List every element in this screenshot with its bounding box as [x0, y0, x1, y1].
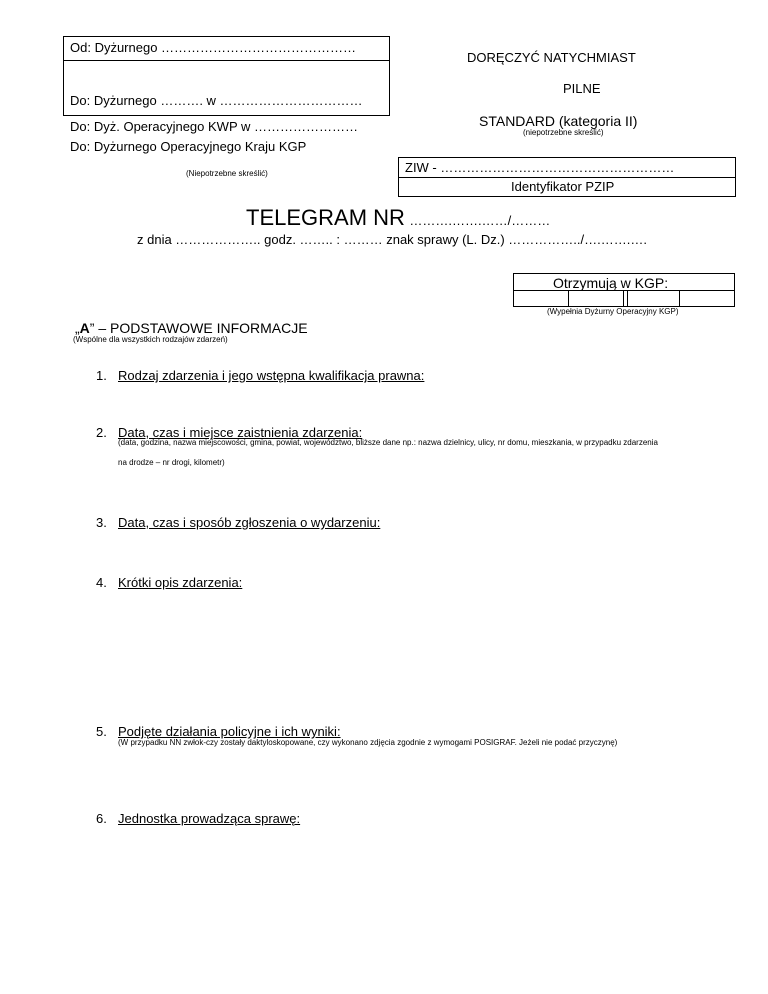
item-2-note-cont: na drodze – nr drogi, kilometr) [118, 458, 225, 467]
item-5-note: (W przypadku NN zwłok-czy zostały daktyloskopowane, czy wykonano zdjęcia zgodnie z wymogami POSIGRAF. Jeżeli nie podać przyczynę) [118, 738, 618, 747]
strike-note-right: (niepotrzebne skreślić) [523, 128, 604, 137]
ziw-divider [398, 177, 736, 178]
sender-divider [63, 60, 390, 61]
item-label: Podjęte działania policyjne i ich wyniki: [118, 724, 341, 739]
from-field[interactable]: Od: Dyżurnego ……………………………………… [70, 40, 357, 55]
section-a-open-quote: „ [75, 320, 80, 336]
item-number: 2. [96, 425, 107, 440]
section-a-heading: ” – PODSTAWOWE INFORMACJE [89, 320, 308, 336]
item-number: 1. [96, 368, 107, 383]
strike-note-left: (Niepotrzebne skreślić) [186, 169, 268, 178]
item-label: Data, czas i sposób zgłoszenia o wydarzeniu: [118, 515, 381, 530]
section-a-title [75, 320, 308, 336]
item-label: Data, czas i miejsce zaistnienia zdarzenia: [118, 425, 363, 440]
telegram-title [246, 205, 550, 231]
item-label: Krótki opis zdarzenia: [118, 575, 243, 590]
ziw-field[interactable]: ZIW - ……………………………………………… [405, 160, 675, 175]
standard-category-label: STANDARD (kategoria II) [479, 113, 638, 129]
urgent-label: PILNE [563, 81, 601, 96]
to-kwp-operations-field[interactable]: Do: Dyż. Operacyjnego KWP w …………………… [70, 119, 358, 134]
pzip-identifier-caption: Identyfikator PZIP [511, 179, 615, 194]
section-a-letter: A [79, 320, 90, 336]
item-1 [96, 368, 424, 383]
kgp-cell-divider-3 [627, 290, 628, 307]
item-4 [96, 575, 242, 590]
item-number: 3. [96, 515, 107, 530]
item-5 [96, 724, 341, 739]
telegram-number-field[interactable]: ……….…….……/……… [409, 213, 551, 228]
item-number: 5. [96, 724, 107, 739]
kgp-cell-divider-1 [568, 290, 569, 307]
to-duty-officer-field[interactable]: Do: Dyżurnego ………. w …………………………… [70, 93, 363, 108]
to-kgp-operations-field[interactable]: Do: Dyżurnego Operacyjnego Kraju KGP [70, 139, 307, 154]
kgp-fill-note: (Wypełnia Dyżurny Operacyjny KGP) [547, 307, 679, 316]
item-label: Rodzaj zdarzenia i jego wstępna kwalifikacja prawna: [118, 368, 425, 383]
section-a-subtitle: (Wspólne dla wszystkich rodzajów zdarzeń) [73, 335, 228, 344]
item-3 [96, 515, 380, 530]
kgp-recipients-label: Otrzymują w KGP: [553, 275, 669, 291]
item-6 [96, 811, 300, 826]
item-number: 4. [96, 575, 107, 590]
item-2-note: (data, godzina, nazwa miejscowości, gmina, powiat, województwo, bliższe dane np.: nazwa dzielnicy, ulicy, nr domu, mieszkania, w przypadku zdarzenia [118, 438, 658, 447]
deliver-immediately-label: DORĘCZYĆ NATYCHMIAST [467, 50, 636, 65]
telegram-title-text: TELEGRAM NR [246, 205, 405, 230]
telegram-date-line[interactable]: z dnia ……………….. godz. …….. : ……… znak sprawy (L. Dz.) ……………../….…….…. [137, 232, 647, 247]
kgp-cell-divider-2 [623, 290, 624, 307]
kgp-cell-divider-4 [679, 290, 680, 307]
item-label: Jednostka prowadząca sprawę: [118, 811, 301, 826]
item-number: 6. [96, 811, 107, 826]
